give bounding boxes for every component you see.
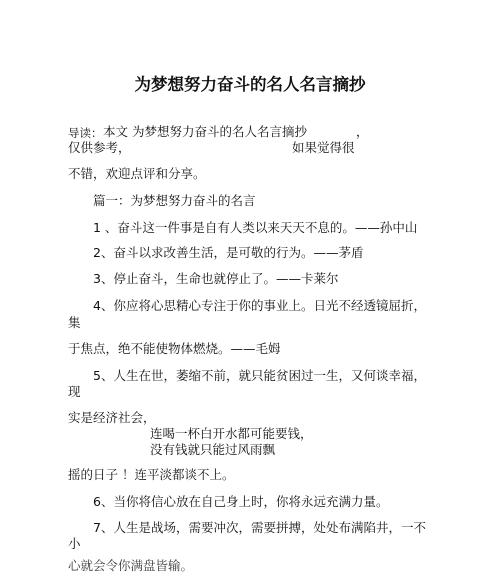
quote-line: 7、人生是战场，需要冲次，需要拼搏，处处布满陷井，一不 bbox=[93, 520, 426, 535]
quote-line: 1 、奋斗这一件事是自有人类以来天天不息的。——孙中山 bbox=[93, 220, 418, 235]
quote-line: 6、当你将信心放在自己身上时，你将永远充满力量。 bbox=[93, 494, 389, 509]
section-heading: 篇一：为梦想努力奋斗的名言 bbox=[93, 193, 256, 208]
intro-line2-right: 如果觉得很 bbox=[292, 140, 355, 155]
quote-line: 于焦点，绝不能使物体燃烧。——毛姆 bbox=[68, 341, 281, 356]
quote-line: 小 bbox=[68, 536, 81, 551]
quote-line: 没有钱就只能过风雨飘 bbox=[150, 442, 276, 457]
quote-line: 现 bbox=[68, 384, 81, 399]
intro-text: 本文 为梦想努力奋斗的名人名言摘抄 bbox=[103, 124, 307, 139]
quote-line: 连喝一杯白开水都可能要钱， bbox=[150, 426, 313, 441]
quote-line: 4、你应将心思精心专注于你的事业上。日光不经透镜屈折， bbox=[93, 298, 426, 313]
intro-line2-left: 仅供参考， bbox=[68, 140, 131, 155]
intro-line3: 不错，欢迎点评和分享。 bbox=[68, 166, 206, 181]
quote-line: 3、停止奋斗，生命也就停止了。——卡莱尔 bbox=[93, 271, 339, 286]
document-title: 为梦想努力奋斗的名人名言摘抄 bbox=[134, 75, 366, 94]
quote-line: 实是经济社会， bbox=[68, 410, 156, 425]
intro-label: 导读： bbox=[68, 126, 103, 140]
quote-line: 集 bbox=[68, 315, 81, 330]
quote-line: 2、奋斗以求改善生活，是可敬的行为。——茅盾 bbox=[93, 245, 364, 260]
intro-comma: ， bbox=[356, 124, 369, 139]
quote-line: 摇的日子 ！连平淡都谈不上。 bbox=[68, 467, 235, 482]
quote-line: 心就会令你满盘皆输。 bbox=[68, 558, 194, 573]
quote-line: 5、人生在世，萎缩不前，就只能贫困过一生，又何谈幸福， bbox=[93, 368, 426, 383]
